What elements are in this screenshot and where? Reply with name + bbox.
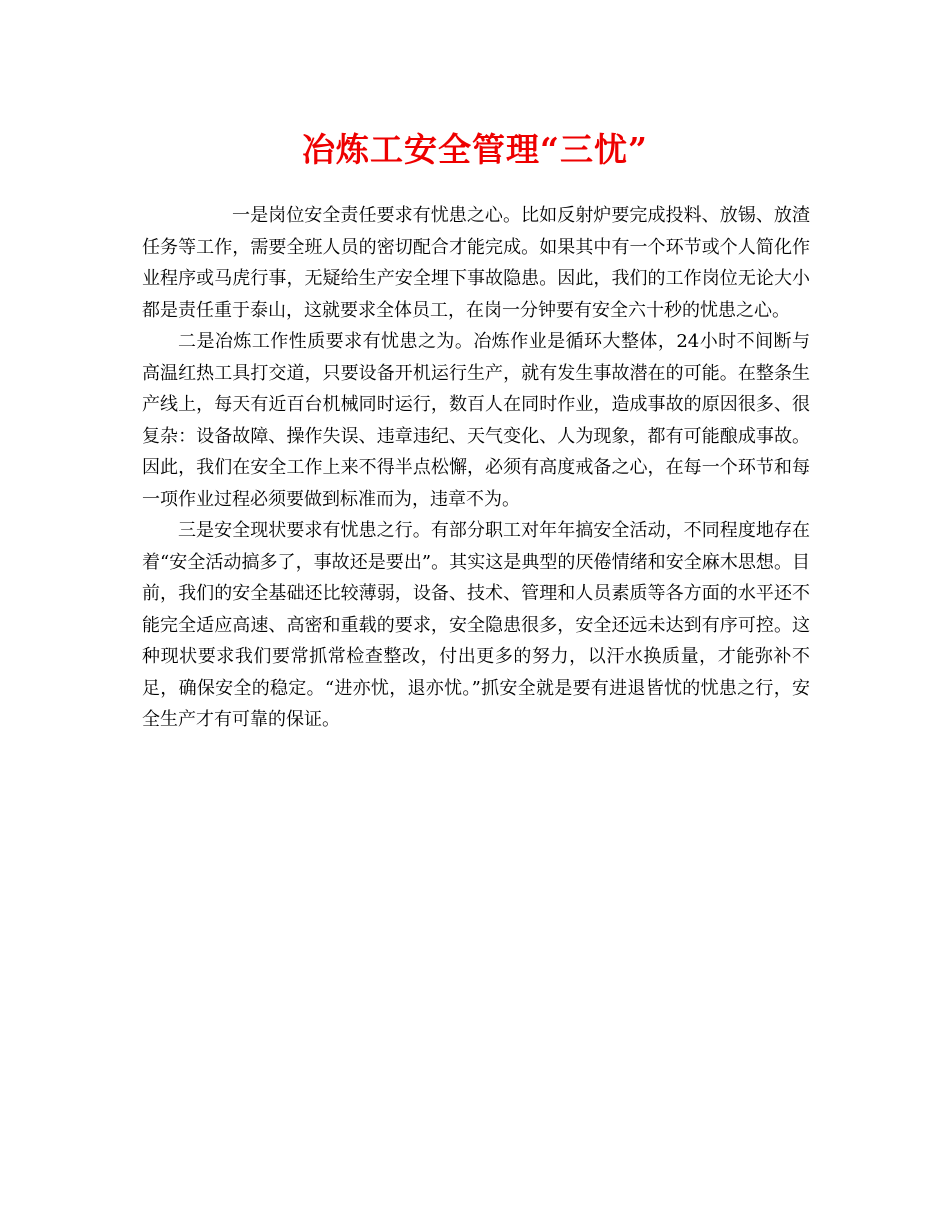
paragraph-3: 三是安全现状要求有忧患之行。有部分职工对年年搞安全活动，不同程度地存在着“安全活动搞多了，事故还是要出”。其实这是典型的厌倦情绪和安全麻木思想。目前，我们的安全基础还比较薄弱，设备、技术、管理和人员素质等各方面的水平还不能完全适应高速、高密和重载的要求，安全隐患很多，安全还远未达到有序可控。这种现状要求我们要常抓常检查整改，付出更多的努力，以汗水换质量，才能弥补不足，确保安全的稳定。“进亦忧，退亦忧。”抓安全就是要有进退皆忧的忧患之行，安全生产才有可靠的保证。 [142,520,810,730]
document-body [142,200,810,736]
paragraph-2: 二是冶炼工作性质要求有忧患之为。冶炼作业是循环大整体，24小时不间断与高温红热工具打交道，只要设备开机运行生产，就有发生事故潜在的可能。在整条生产线上，每天有近百台机械同时运行，数百人在同时作业，造成事故的原因很多、很复杂：设备故障、操作失误、违章违纪、天气变化、人为现象，都有可能酿成事故。因此，我们在安全工作上来不得半点松懈，必须有高度戒备之心，在每一个环节和每一项作业过程必须要做到标准而为，违章不为。 [142,331,810,510]
paragraph-1: 一是岗位安全责任要求有忧患之心。比如反射炉要完成投料、放锡、放渣任务等工作，需要全班人员的密切配合才能完成。如果其中有一个环节或个人简化作业程序或马虎行事，无疑给生产安全埋下事故隐患。因此，我们的工作岗位无论大小都是责任重于泰山，这就要求全体员工，在岗一分钟要有安全六十秒的忧患之心。 [142,205,810,321]
page-title: 冶炼工安全管理“三忧” [302,130,648,169]
